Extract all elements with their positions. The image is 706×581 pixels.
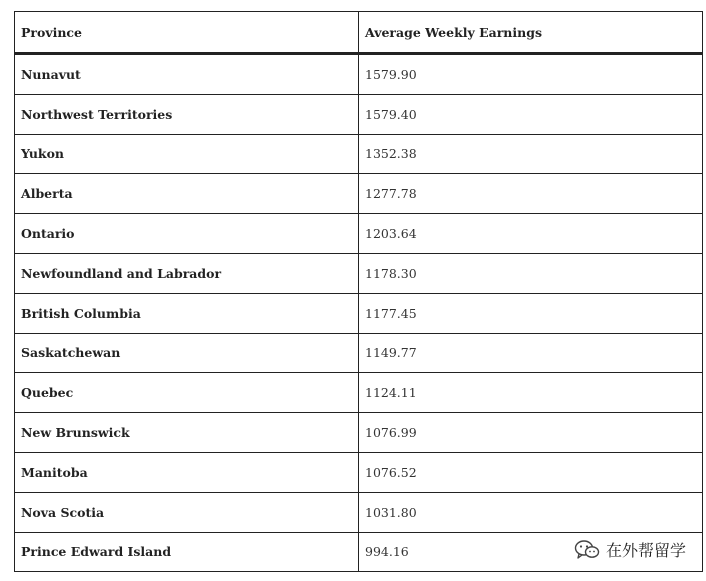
earnings-cell: 1076.99: [359, 413, 703, 453]
province-cell: Prince Edward Island: [15, 532, 359, 572]
earnings-cell: 1579.40: [359, 94, 703, 134]
wechat-icon: [574, 539, 600, 561]
province-cell: Nova Scotia: [15, 492, 359, 532]
province-cell: Nunavut: [15, 54, 359, 95]
table-row: [15, 94, 703, 134]
province-cell: Alberta: [15, 174, 359, 214]
earnings-cell: 1124.11: [359, 373, 703, 413]
earnings-cell: 1178.30: [359, 253, 703, 293]
province-cell: Quebec: [15, 373, 359, 413]
table-row: [15, 492, 703, 532]
earnings-cell: 1203.64: [359, 214, 703, 254]
table-row: [15, 413, 703, 453]
earnings-cell: 1149.77: [359, 333, 703, 373]
table-row: [15, 54, 703, 95]
table-header-row: [15, 12, 703, 54]
province-cell: British Columbia: [15, 293, 359, 333]
watermark-text: 在外帮留学: [605, 541, 686, 560]
earnings-cell: 1277.78: [359, 174, 703, 214]
province-cell: Yukon: [15, 134, 359, 174]
table-row: [15, 452, 703, 492]
table-row: [15, 333, 703, 373]
earnings-table: [14, 11, 703, 572]
earnings-cell: 1076.52: [359, 452, 703, 492]
table-row: [15, 253, 703, 293]
province-cell: New Brunswick: [15, 413, 359, 453]
table-row: [15, 214, 703, 254]
earnings-cell: 1579.90: [359, 54, 703, 95]
table-row: [15, 134, 703, 174]
watermark: [574, 538, 686, 561]
province-cell: Northwest Territories: [15, 94, 359, 134]
table-row: [15, 174, 703, 214]
province-column-header: Province: [15, 12, 359, 54]
table-row: [15, 373, 703, 413]
province-cell: Saskatchewan: [15, 333, 359, 373]
table-row: [15, 293, 703, 333]
earnings-cell: 994.16: [359, 532, 703, 572]
earnings-cell: 1177.45: [359, 293, 703, 333]
earnings-cell: 1031.80: [359, 492, 703, 532]
earnings-column-header: Average Weekly Earnings: [359, 12, 703, 54]
earnings-cell: 1352.38: [359, 134, 703, 174]
province-cell: Manitoba: [15, 452, 359, 492]
province-cell: Newfoundland and Labrador: [15, 253, 359, 293]
province-cell: Ontario: [15, 214, 359, 254]
